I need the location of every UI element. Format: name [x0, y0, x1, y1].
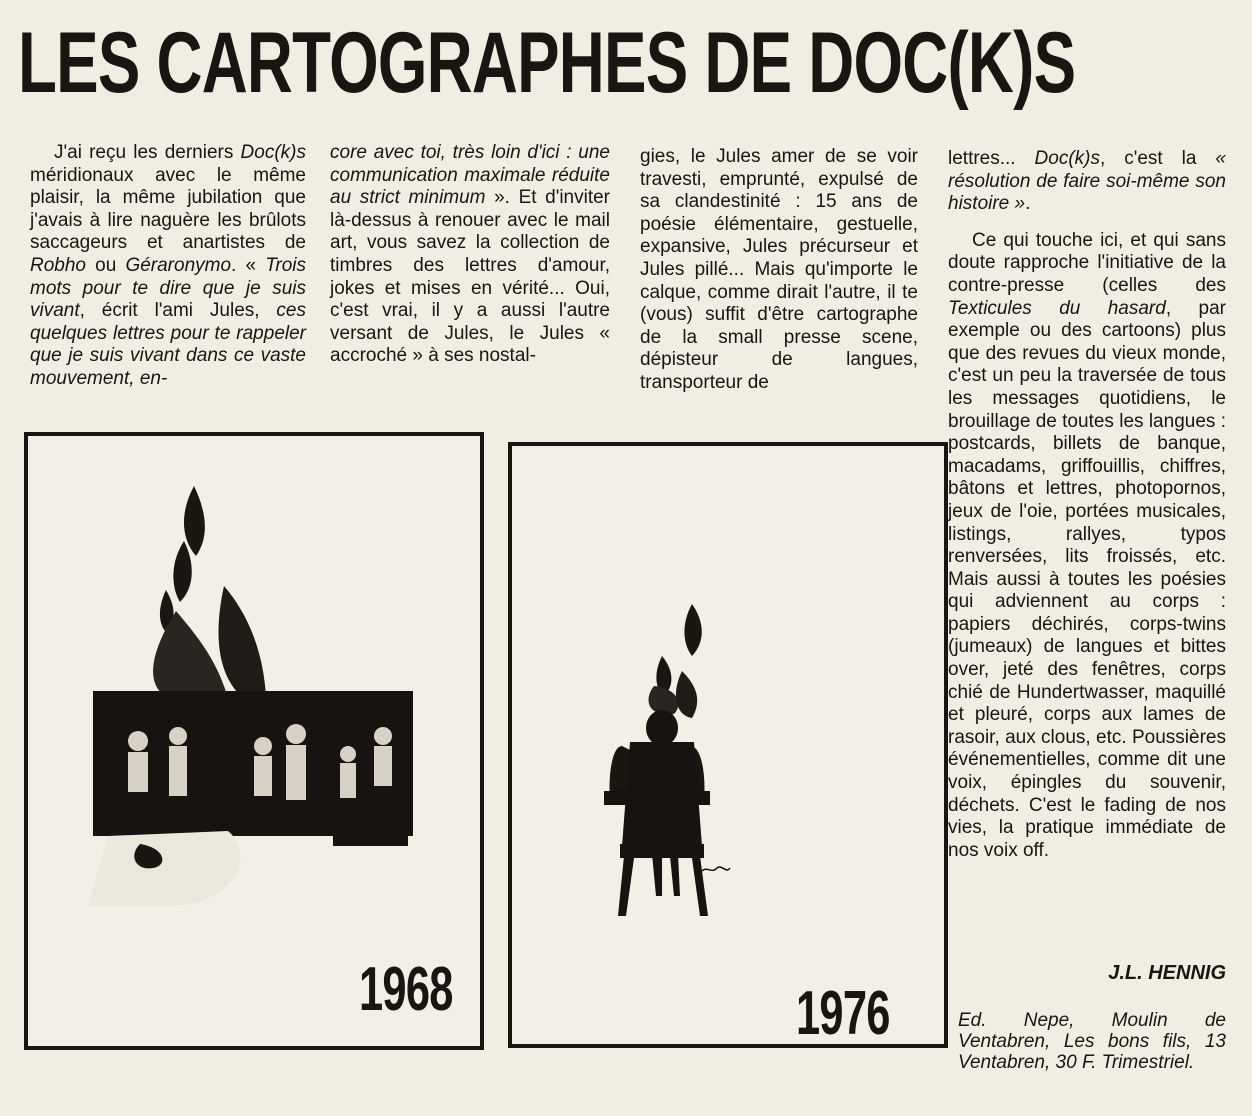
text-run: ». Et d'inviter là-dessus à renouer avec le mail art, vous savez la collection de timbres des lettres d'amour, jokes et mises en vérité... Oui, c'est vrai, il y a aussi l'autre versant de Jules, le Jules « accroché » à ses nostal- [330, 187, 611, 367]
text-run: Ce qui touche ici, et qui sans doute rapproche l'initiative de la contre-presse (celles des [948, 229, 1226, 296]
paragraph [948, 230, 1226, 863]
text-run: Doc(k)s [240, 142, 306, 163]
paragraph [30, 142, 306, 391]
text-run: . « [231, 254, 266, 276]
text-run: méridionaux avec le même plaisir, la même jubilation que j'avais à lire naguère les brûlots saccageurs et anartistes de [30, 164, 306, 254]
text-run: lettres... [948, 148, 1035, 169]
text-run: Robho [30, 254, 86, 276]
year-label: 1976 [796, 979, 890, 1048]
paragraph: gies, le Jules amer de se voir travesti, emprunté, expulsé de sa clandestinité : 15 ans de poésie élémentaire, gestuelle, expansive, Jules précurseur et Jules pillé... Mais qu'importe le calque, comme dirait l'autre, il te (vous) suffit d'être cartographe de la small presse scene, dépisteur de langues, transporteur de [640, 146, 918, 393]
paragraph [330, 142, 610, 368]
text-run: core avec toi, très loin d'ici : une communication maximale réduite au strict minimum [330, 142, 610, 209]
text-run: . [1025, 193, 1031, 215]
publication-info: Ed. Nepe, Moulin de Ventabren, Les bons fils, 13 Ventabren, 30 F. Trimestriel. [958, 1010, 1226, 1073]
text-run: , écrit l'ami Jules, [79, 300, 277, 322]
text-run: Géraronymo [125, 254, 232, 276]
paragraph [948, 148, 1226, 216]
cover-1976 [508, 442, 948, 1048]
text-run: , c'est la [1100, 148, 1216, 169]
column-3 [640, 146, 918, 395]
column-4 [948, 148, 1226, 862]
text-run: « résolution de faire soi-même son histoire » [948, 148, 1226, 215]
author-signature: J.L. HENNIG [1108, 962, 1226, 984]
text-run: ou [86, 254, 126, 276]
cover-1968 [24, 432, 484, 1050]
text-run: Trois mots pour te dire que je suis vivant [30, 254, 306, 322]
text-run: ces quelques lettres pour te rappeler que je suis vivant dans ce vaste mouvement, en- [30, 300, 306, 389]
text-run: , par exemple ou des cartoons) plus que des revues du vieux monde, c'est un peu la traversée de tous les messages quotidiens, le brouillage de toutes les langues : postcards, billets de banque, macadams, griffouillis, chiffres, bâtons et lettres, photopornos, jeux de l'oie, portées musicales, listings, rallyes, typos renversées, lits froissés, etc. Mais aussi à toutes les poésies qui adviennent au corps : papiers déchirés, corps-twins (jumeaux) de langues et bittes over, jeté des fenêtres, corps chié de Hundertwasser, maquillé et pleuré, corps aux lames de rasoir, aux clous, etc. Poussières événementielles, comme dit une voix, épingles du souvenir, déchets. C'est le fading de nos vies, la pratique immédiate de nos voix off. [948, 297, 1226, 861]
column-2 [330, 142, 610, 368]
seated-figure-with-flame-icon [512, 446, 944, 1044]
text-run: J'ai reçu les derniers [54, 142, 241, 163]
text-run: Texticules du hasard [948, 297, 1166, 319]
column-1 [30, 142, 306, 391]
text-run: Doc(k)s [1034, 148, 1100, 169]
year-label: 1968 [359, 955, 453, 1024]
article-title: LES CARTOGRAPHES DE DOC(K)S [18, 15, 1076, 111]
